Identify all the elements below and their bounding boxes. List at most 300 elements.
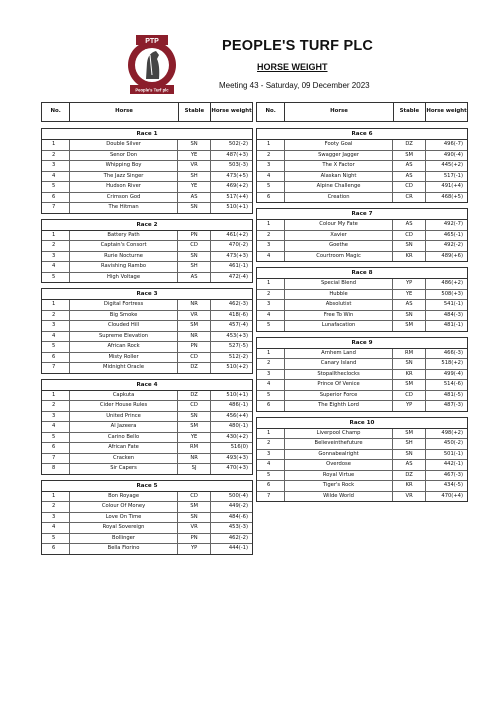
horse-name: Supreme Elevation [70,332,179,342]
table-row [257,231,467,242]
horse-name: Gonnabealright [285,450,394,460]
stable-code: SN [178,140,210,150]
race-title: Race 2 [42,220,252,231]
horse-name: Lunafacation [285,321,394,331]
horse-name: Double Silver [70,140,179,150]
horse-name: Senor Don [70,151,179,161]
runner-number: 5 [42,342,70,352]
horse-name: Courtroom Magic [285,252,394,262]
table-row [42,391,252,402]
stable-code: AS [178,273,210,283]
horse-weight: 467(-3) [443,471,463,478]
table-row [257,311,467,322]
table-row [257,193,467,203]
stable-code: SM [393,151,425,161]
stable-code: RM [393,349,425,359]
stable-code: YE [178,151,210,161]
stable-code: SN [393,450,425,460]
horse-name: Capkuta [70,391,179,401]
horse-weight: 470(+3) [226,465,248,471]
table-row [257,439,467,450]
horse-name: Big Smoke [70,311,179,321]
table-row [257,492,467,502]
table-row [42,534,252,545]
runner-number: 6 [42,443,70,453]
runner-number: 2 [42,311,70,321]
runner-number: 6 [257,401,285,411]
table-row [42,492,252,503]
horse-weight: 453(+3) [226,332,248,339]
runner-number: 4 [257,460,285,470]
runner-number: 7 [257,492,285,502]
company-title: PEOPLE'S TURF PLC [222,38,374,54]
stable-code: SM [178,422,210,432]
horse-weight: 512(-2) [228,353,248,360]
table-row [42,262,252,273]
horse-weight: 518(+2) [441,360,463,366]
horse-weight: 517(-1) [443,172,463,179]
stable-code: SN [178,252,210,262]
table-row [42,161,252,172]
horse-name: Believeinthefuture [285,439,394,449]
stable-code: SJ [178,464,210,474]
stable-code: DZ [178,391,210,401]
stable-code: KR [393,370,425,380]
horse-name: Hudson River [70,182,179,192]
stable-code: AS [393,172,425,182]
horse-name: Love On Time [70,513,179,523]
horse-weight: 470(+4) [441,492,463,499]
race-table [256,337,468,412]
stable-code: CD [178,401,210,411]
horse-name: Alpine Challenge [285,182,394,192]
horse-weight: 492(-2) [443,242,463,248]
runner-number: 2 [42,502,70,512]
table-row [257,252,467,262]
horse-weight: 499(-4) [443,370,463,377]
stable-code: SM [393,321,425,331]
horse-name: Colour My Fate [285,220,394,230]
table-row [42,401,252,412]
runner-number: 3 [42,321,70,331]
stable-code: SM [393,380,425,390]
table-row [42,273,252,283]
horse-weight: 491(+4) [441,183,463,189]
horse-weight: 449(-2) [228,503,248,509]
horse-name: Carino Bello [70,433,179,443]
table-row [42,252,252,263]
horse-weight: 501(-1) [443,450,463,457]
stable-code: CD [178,492,210,502]
stable-code: PN [178,231,210,241]
stable-code: YP [393,279,425,289]
horse-weight: 480(-1) [228,423,248,429]
runner-number: 4 [42,262,70,272]
race-table [41,480,253,555]
runner-number: 8 [42,464,70,474]
race-title: Race 1 [42,129,252,140]
stable-code: SM [393,429,425,439]
report-title: HORSE WEIGHT [257,62,328,72]
horse-name: Al Jazeera [70,422,179,432]
stable-code: DZ [393,140,425,150]
horse-weight: 481(-1) [443,322,463,328]
runner-number: 5 [257,391,285,401]
race-table [41,128,253,214]
table-row [42,523,252,534]
table-row [257,401,467,411]
race-title: Race 3 [42,289,252,300]
runner-number: 3 [257,241,285,251]
runner-number: 2 [42,401,70,411]
runner-number: 7 [42,363,70,373]
race-table [256,208,468,262]
runner-number: 7 [42,203,70,213]
horse-weight: 489(+6) [441,252,463,259]
runner-number: 2 [257,439,285,449]
horse-weight: 466(-3) [443,349,463,356]
race-table [41,219,253,284]
table-row [42,300,252,311]
horse-name: Crimson God [70,193,179,203]
stable-code: PN [178,534,210,544]
stable-code: VR [393,492,425,502]
stable-code: AS [393,220,425,230]
horse-name: Misty Roller [70,353,179,363]
horse-weight: 430(+2) [226,433,248,440]
horse-name: Cider House Rules [70,401,179,411]
horse-weight: 486(-1) [228,402,248,408]
stable-code: NR [178,332,210,342]
horse-weight: 484(-6) [228,513,248,520]
horse-weight: 514(-6) [443,381,463,387]
horse-name: Overdose [285,460,394,470]
horse-weight: 462(-2) [228,534,248,541]
header-no: No. [42,103,70,121]
horse-name: Royal Virtue [285,471,394,481]
horse-name: Arnhem Land [285,349,394,359]
stable-code: SN [178,412,210,422]
horse-name: The Hitman [70,203,179,213]
table-row [42,433,252,444]
runner-number: 2 [257,231,285,241]
horse-name: Ravishing Rambo [70,262,179,272]
header-no: No. [257,103,285,121]
stable-code: SN [393,241,425,251]
stable-code: YE [178,182,210,192]
stable-code: SN [178,203,210,213]
race-table [41,379,253,475]
table-row [42,342,252,353]
race-title: Race 7 [257,209,467,220]
table-row [257,471,467,482]
table-header [256,102,468,122]
table-row [257,290,467,301]
horse-name: Goethe [285,241,394,251]
race-title: Race 4 [42,380,252,391]
horse-weight: 473(+5) [226,172,248,179]
runner-number: 2 [257,290,285,300]
horse-weight: 418(-6) [228,311,248,318]
horse-name: Bon Royage [70,492,179,502]
horse-weight: 473(+3) [226,252,248,259]
table-row [257,151,467,162]
horse-weight: 468(+5) [441,193,463,200]
stable-code: SH [178,172,210,182]
horse-weight: 498(+2) [441,429,463,436]
horse-name: Xavier [285,231,394,241]
horse-name: Canary Island [285,359,394,369]
table-row [42,193,252,204]
horse-name: Cracken [70,454,179,464]
header-stable: Stable [394,103,426,121]
runner-number: 4 [42,422,70,432]
horse-weight: 503(-3) [228,162,248,168]
table-row [42,231,252,242]
runner-number: 5 [42,182,70,192]
runner-number: 5 [42,534,70,544]
table-row [257,481,467,492]
horse-weight: 445(+2) [441,162,463,168]
table-row [257,321,467,331]
stable-code: NR [178,300,210,310]
horse-weight: 492(-7) [443,221,463,227]
horse-weight: 434(-5) [443,482,463,488]
horse-name: Whipping Boy [70,161,179,171]
stable-code: RM [178,443,210,453]
runner-number: 3 [257,161,285,171]
header-stable: Stable [179,103,211,121]
stable-code: SN [178,513,210,523]
horse-name: Swagger Jagger [285,151,394,161]
runner-number: 4 [257,380,285,390]
runner-number: 1 [42,140,70,150]
table-row [42,422,252,433]
table-row [42,412,252,423]
horse-weight: 457(-4) [228,322,248,328]
stable-code: KR [393,252,425,262]
horse-weight: 502(-2) [228,141,248,147]
horse-name: United Prince [70,412,179,422]
horse-name: Liverpool Champ [285,429,394,439]
runner-number: 1 [42,391,70,401]
table-row [257,241,467,252]
runner-number: 5 [257,471,285,481]
runner-number: 2 [42,241,70,251]
horse-weight: 517(+4) [226,193,248,200]
stable-code: VR [178,161,210,171]
table-row [257,182,467,193]
header-horse: Horse [70,103,178,121]
runner-number: 4 [42,332,70,342]
table-row [42,544,252,554]
horse-weight: 510(+1) [226,204,248,210]
horse-weight: 490(-4) [443,151,463,158]
race-title: Race 6 [257,129,467,140]
runner-number: 2 [257,151,285,161]
stable-code: CD [178,241,210,251]
horse-name: Sir Capers [70,464,179,474]
table-row [42,311,252,322]
runner-number: 7 [42,454,70,464]
runner-number: 1 [257,429,285,439]
runner-number: 1 [257,220,285,230]
horse-weight: 496(-7) [443,141,463,147]
table-row [257,279,467,290]
race-table [256,267,468,332]
stable-code: DZ [178,363,210,373]
stable-code: NR [178,454,210,464]
horse-name: Footy Goal [285,140,394,150]
table-row [42,321,252,332]
table-row [257,429,467,440]
horse-name: Alaskan Night [285,172,394,182]
table-row [257,220,467,231]
horse-name: Creation [285,193,394,203]
stable-code: SM [178,321,210,331]
runner-number: 3 [257,370,285,380]
stable-code: VR [178,523,210,533]
horse-weight: 472(-4) [228,273,248,280]
table-row [257,391,467,402]
horse-weight: 469(+2) [226,183,248,189]
horse-weight: 481(-5) [443,391,463,398]
runner-number: 4 [257,311,285,321]
horse-name: Bollinger [70,534,179,544]
logo-bottom-text: People's Turf plc [135,87,169,93]
horse-weight: 461(+2) [226,231,248,238]
header-weight: Horse weight [426,108,467,115]
stable-code: CD [178,353,210,363]
horse-name: Clouded Hill [70,321,179,331]
table-row [42,443,252,454]
table-header [41,102,253,122]
horse-name: Tiger's Rock [285,481,394,491]
horse-weight: 487(+3) [226,151,248,158]
stable-code: KR [393,481,425,491]
runner-number: 1 [257,140,285,150]
table-row [257,359,467,370]
right-race-list [256,128,468,502]
horse-name: Battery Path [70,231,179,241]
runner-number: 6 [42,193,70,203]
horse-weight: 450(-2) [443,440,463,446]
runner-number: 2 [257,359,285,369]
stable-code: CD [393,391,425,401]
horse-name: Colour Of Money [70,502,179,512]
stable-code: SH [178,262,210,272]
runner-number: 4 [42,523,70,533]
horse-weight: 462(-3) [228,301,248,307]
table-row [42,454,252,465]
stable-code: AS [178,193,210,203]
table-row [42,182,252,193]
runner-number: 1 [257,349,285,359]
table-row [42,151,252,162]
horse-weight: 486(+2) [441,280,463,286]
horse-name: Rurie Nocturne [70,252,179,262]
table-row [42,513,252,524]
stable-code: YE [178,433,210,443]
horse-name: The Jazz Singer [70,172,179,182]
stable-code: AS [393,161,425,171]
runner-number: 4 [257,172,285,182]
stable-code: SN [393,359,425,369]
runner-number: 3 [42,412,70,422]
horse-name: High Voltage [70,273,179,283]
horse-name: Wilde World [285,492,394,502]
horse-weight: 484(-3) [443,311,463,318]
logo-top-text: PTP [145,38,159,45]
runner-number: 5 [42,273,70,283]
logo-est-text: EST. 2016 [145,48,159,52]
horse-weight: 461(-1) [228,263,248,269]
stable-code: SN [393,311,425,321]
runner-number: 5 [257,321,285,331]
horse-name: The X Factor [285,161,394,171]
stable-code: SH [393,439,425,449]
race-table [256,128,468,203]
runner-number: 3 [257,300,285,310]
runner-number: 3 [42,161,70,171]
header-weight: Horse weight [211,108,252,115]
horse-weight: 527(-5) [228,343,248,349]
stable-code: VR [178,311,210,321]
horse-name: Prince Of Venice [285,380,394,390]
table-row [42,353,252,364]
runner-number: 5 [257,182,285,192]
horse-weight: 541(-1) [443,301,463,307]
runner-number: 6 [42,544,70,554]
runner-number: 1 [42,300,70,310]
runner-number: 6 [257,193,285,203]
horse-weight: 516(0) [230,444,248,450]
stable-code: CD [393,182,425,192]
stable-code: YP [178,544,210,554]
horse-weight: 508(+3) [441,290,463,297]
runner-number: 1 [257,279,285,289]
runner-number: 3 [257,450,285,460]
race-table [41,288,253,374]
horse-name: African Rock [70,342,179,352]
horse-weight: 500(-4) [228,492,248,499]
table-row [42,172,252,183]
horse-name: Digital Fortress [70,300,179,310]
stable-code: CD [393,231,425,241]
table-row [257,380,467,391]
table-row [42,241,252,252]
horse-name: Hubble [285,290,394,300]
runner-number: 6 [257,481,285,491]
stable-code: SM [178,502,210,512]
race-title: Race 5 [42,481,252,492]
runner-number: 1 [42,492,70,502]
horse-name: Free To Win [285,311,394,321]
horse-name: Superior Force [285,391,394,401]
horse-name: Royal Sovereign [70,523,179,533]
stable-code: AS [393,460,425,470]
stable-code: CR [393,193,425,203]
runner-number: 3 [42,252,70,262]
table-row [257,450,467,461]
horse-weight: 470(-2) [228,242,248,248]
horse-weight: 510(+2) [226,364,248,370]
right-column [256,102,468,507]
horse-name: Special Blend [285,279,394,289]
horse-weight: 493(+3) [226,454,248,461]
left-column [41,102,253,560]
left-race-list [41,128,253,555]
